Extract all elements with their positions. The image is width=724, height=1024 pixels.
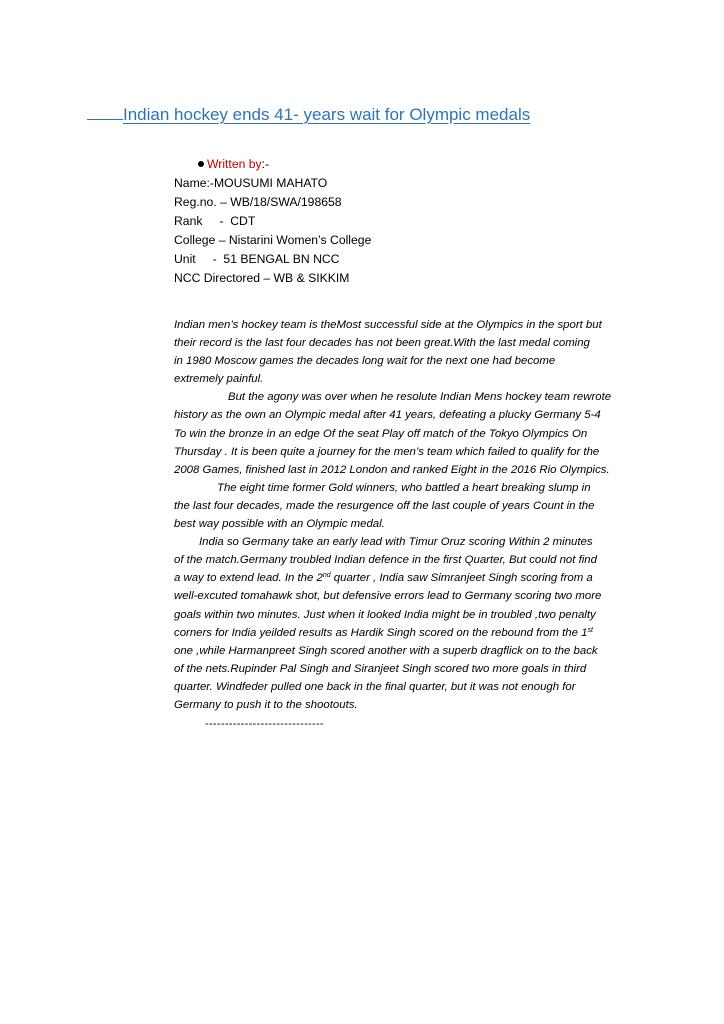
bullet-icon [198,161,204,167]
ncc-directorate: NCC Directored – WB & SIKKIM [174,271,350,285]
title-underline-lead [87,104,123,120]
article-line: Indian men’s hockey team is theMost successful side at the Olympics in the sport but [174,319,602,331]
article-line: best way possible with an Olympic medal. [174,518,385,531]
article-line: Germany to push it to the shootouts. [174,698,358,711]
article-title [87,103,530,127]
written-by-suffix: :- [261,157,270,171]
college: College – Nistarini Women’s College [174,233,372,247]
article-line: their record is the last four decades has not been great.With the last medal coming [174,337,590,350]
article-line: well-excuted tomahawk shot, but defensive errors lead to Germany scoring two more [174,590,602,603]
article-line: in 1980 Moscow games the decades long wait for the next one had become [174,355,556,368]
article-text: quarter , India saw Simranjeet Singh scoring from a [330,572,593,585]
article-text: a way to extend lead. In the 2 [174,572,323,585]
rank: Rank - CDT [174,214,256,228]
article-line: the last four decades, made the resurgence off the last couple of years Count in the [174,499,595,512]
article-line: extremely painful. [174,373,264,386]
article-line: of the match.Germany troubled Indian defence in the first Quarter, But could not find [174,554,597,567]
ordinal-superscript: st [587,626,593,634]
article-line [174,569,654,587]
article-line: of the nets.Rupinder Pal Singh and Siranjeet Singh scored two more goals in third [174,662,587,675]
article-line: 2008 Games, finished last in 2012 London and ranked Eight in the 2016 Rio Olympics. [174,463,610,476]
article-line: goals within two minutes. Just when it looked India might be in troubled ,two penalty [174,608,596,621]
article-text: corners for India yeilded results as Hardik Singh scored on the rebound from the 1 [174,626,588,639]
article-body [174,316,654,714]
article-line [174,624,654,642]
registration-number: Reg.no. – WB/18/SWA/198658 [174,195,342,209]
article-line: Thursday . It is been quite a journey for the men’s team which failed to qualify for the [174,445,600,458]
article-line: But the agony was over when he resolute Indian Mens hockey team rewrote [228,391,612,404]
written-by-label: Written by [207,157,262,171]
article-line: India so Germany take an early lead with Timur Oruz scoring Within 2 minutes [199,536,593,549]
article-line: one ,while Harmanpreet Singh scored another with a superb dragflick on to the back [174,644,598,657]
title-text: Indian hockey ends 41- years wait for Olympic medals [123,105,531,124]
written-by-row [174,155,371,174]
unit: Unit - 51 BENGAL BN NCC [174,252,340,266]
article-line: To win the bronze in an edge Of the seat Play off match of the Tokyo Olympics On [174,427,588,440]
author-name: Name:-MOUSUMI MAHATO [174,176,328,190]
article-line: quarter. Windfeder pulled one back in the final quarter, but it was not enough for [174,680,576,693]
ordinal-superscript: nd [322,572,331,580]
article-line: history as the own an Olympic medal after 41 years, defeating a plucky Germany 5-4 [174,409,601,422]
byline-block [174,155,371,288]
article-line: The eight time former Gold winners, who battled a heart breaking slump in [217,481,591,494]
end-divider: ------------------------------ [205,718,324,730]
